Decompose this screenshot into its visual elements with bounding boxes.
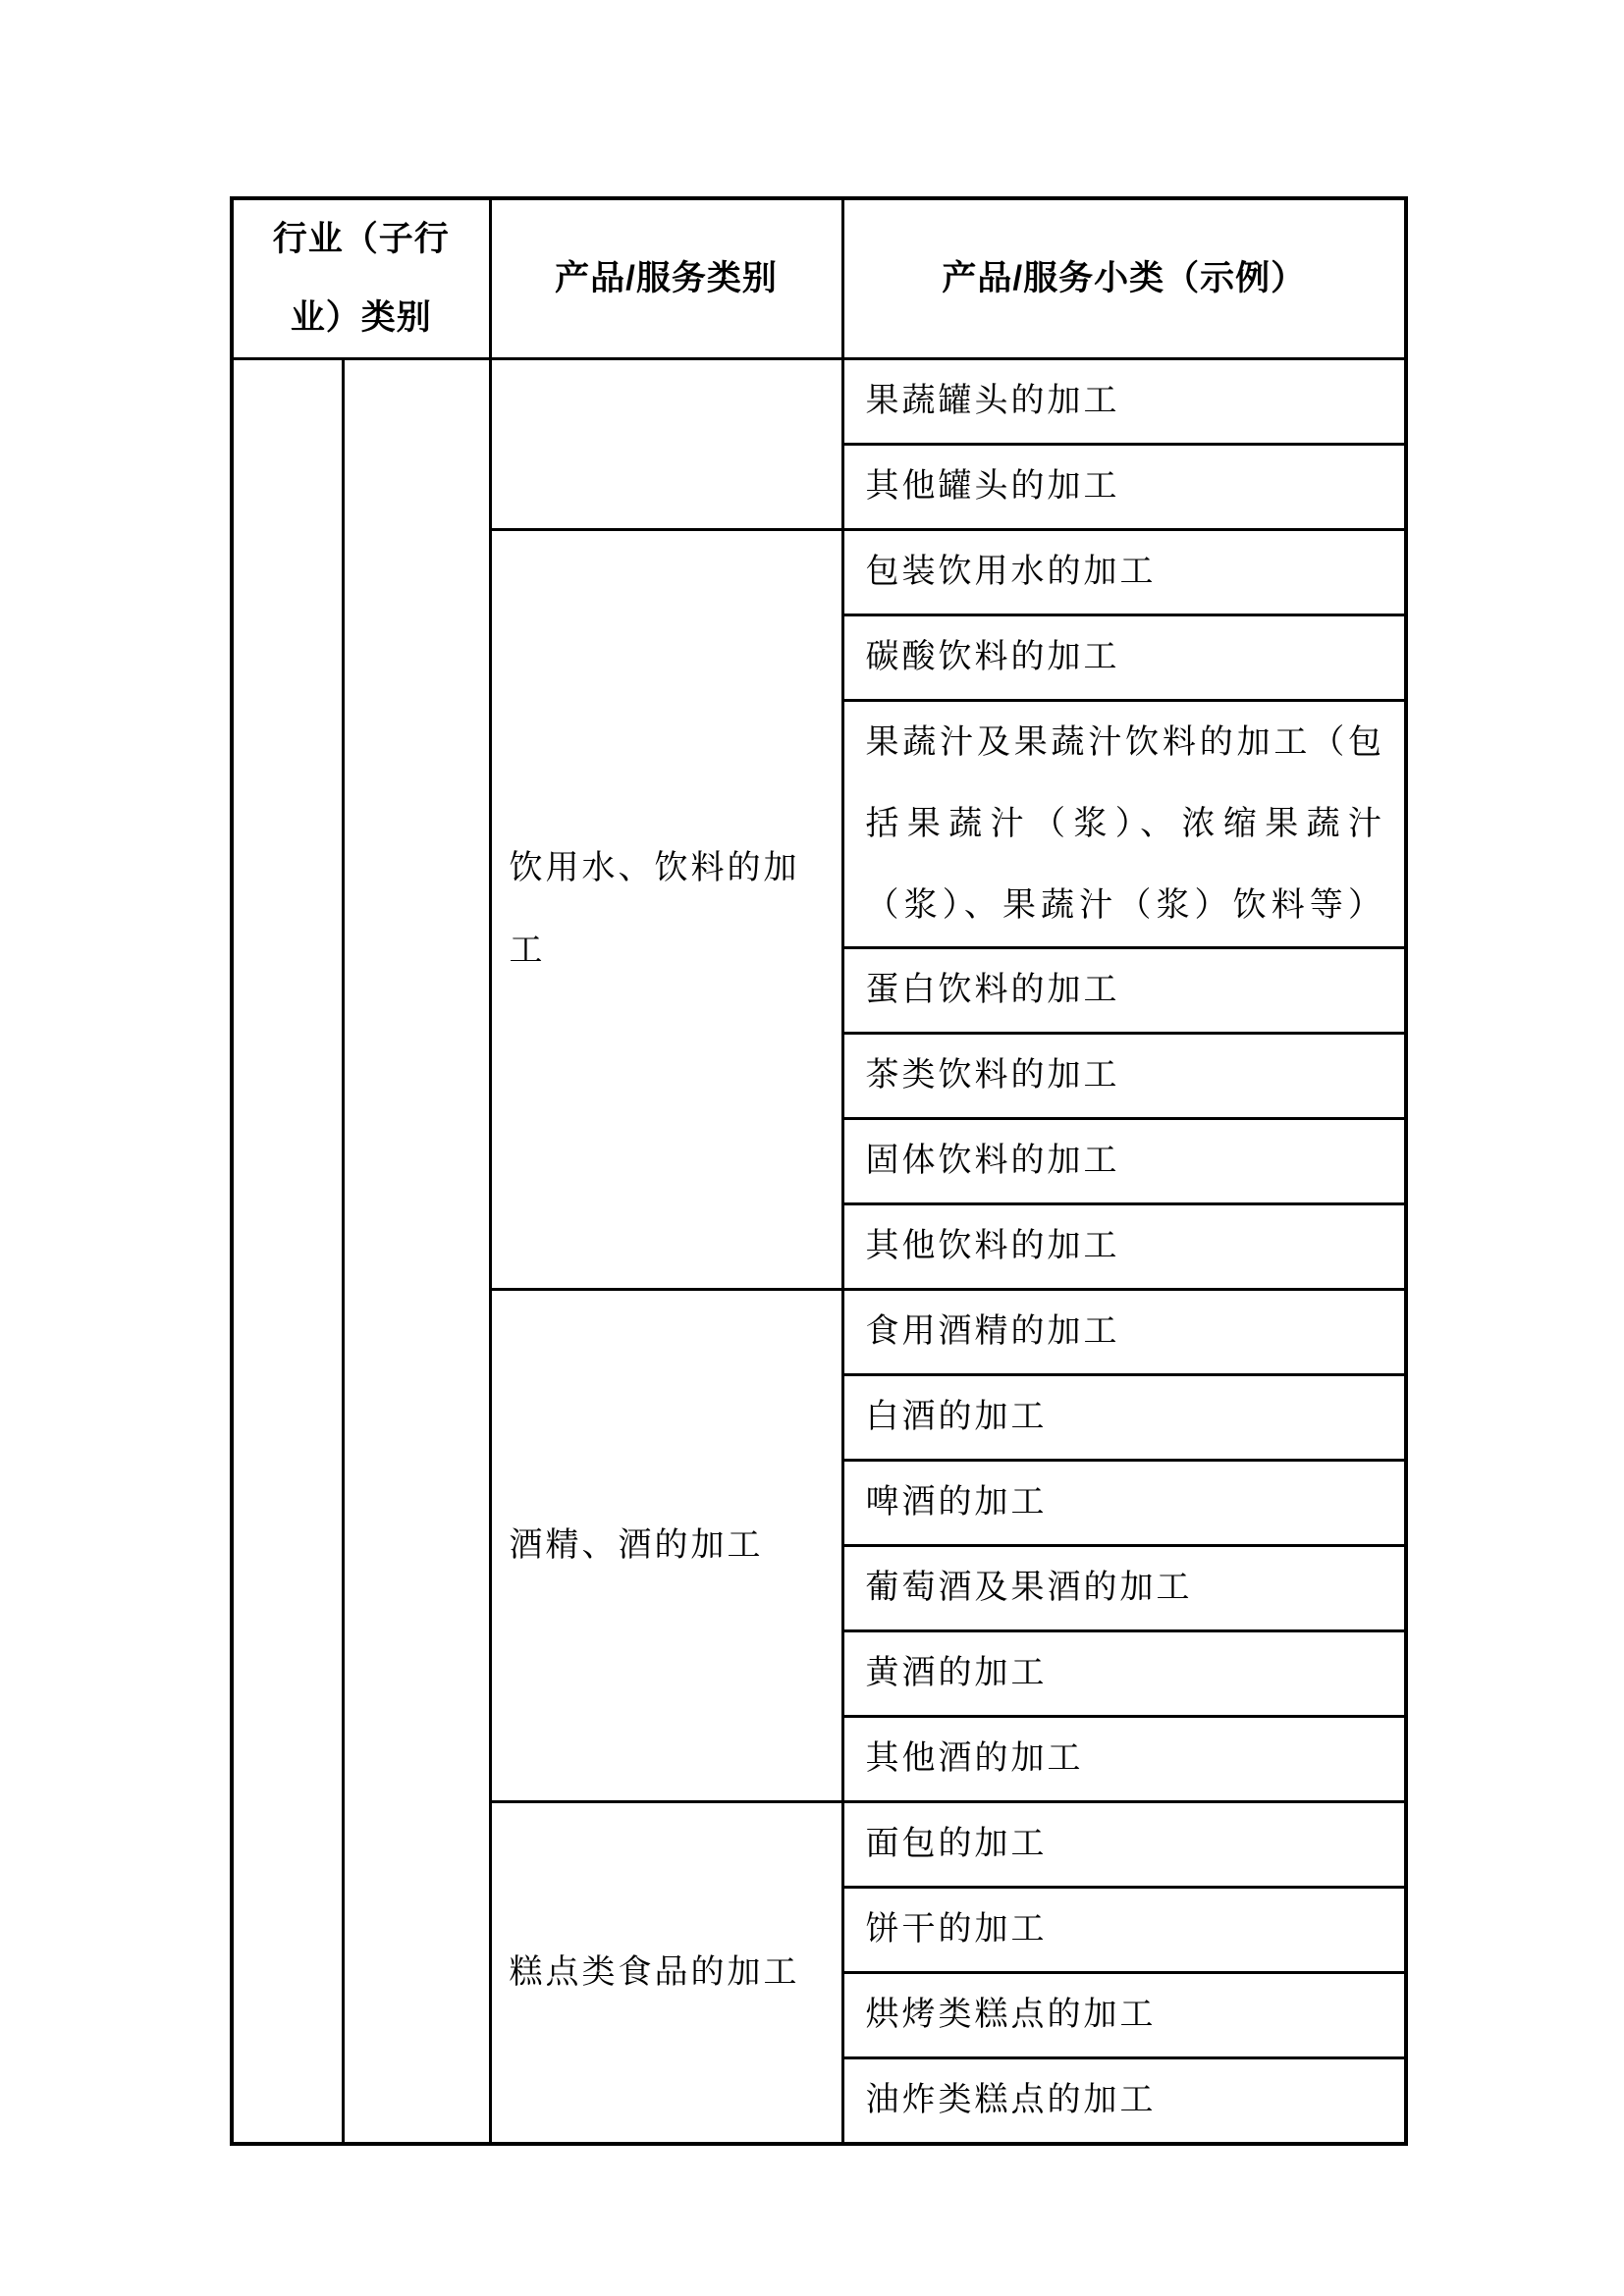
subcategory-cell: 啤酒的加工 bbox=[842, 1461, 1406, 1546]
subcategory-cell: 葡萄酒及果酒的加工 bbox=[842, 1546, 1406, 1631]
subcategory-cell: 果蔬罐头的加工 bbox=[842, 359, 1406, 445]
table-row bbox=[232, 359, 1406, 445]
subcategory-cell: 碳酸饮料的加工 bbox=[842, 615, 1406, 701]
subcategory-cell: 茶类饮料的加工 bbox=[842, 1034, 1406, 1119]
industry-product-table bbox=[230, 196, 1408, 2146]
table-header-row bbox=[232, 198, 1406, 359]
category-cell-alcohol: 酒精、酒的加工 bbox=[490, 1290, 842, 1802]
header-product-service-category: 产品/服务类别 bbox=[490, 198, 842, 359]
category-cell-empty bbox=[490, 359, 842, 530]
category-cell-drinking-water: 饮用水、饮料的加工 bbox=[490, 530, 842, 1290]
subcategory-cell-fruit-vegetable-juice bbox=[842, 701, 1406, 948]
subcategory-cell: 白酒的加工 bbox=[842, 1375, 1406, 1461]
industry-table-container bbox=[230, 196, 1408, 2146]
subcategory-cell: 面包的加工 bbox=[842, 1802, 1406, 1888]
subcategory-cell: 固体饮料的加工 bbox=[842, 1119, 1406, 1204]
subcategory-cell: 包装饮用水的加工 bbox=[842, 530, 1406, 615]
header-product-service-subcategory: 产品/服务小类（示例） bbox=[842, 198, 1406, 359]
subcategory-cell: 其他饮料的加工 bbox=[842, 1204, 1406, 1290]
subcategory-cell: 油炸类糕点的加工 bbox=[842, 2058, 1406, 2145]
subcategory-cell: 食用酒精的加工 bbox=[842, 1290, 1406, 1375]
subcategory-cell: 其他罐头的加工 bbox=[842, 445, 1406, 530]
category-cell-pastry: 糕点类食品的加工 bbox=[490, 1802, 842, 2145]
subcategory-cell: 饼干的加工 bbox=[842, 1888, 1406, 1973]
subcategory-line: 果蔬汁及果蔬汁饮料的加工（包 bbox=[865, 724, 1385, 761]
industry-cell-empty bbox=[232, 359, 343, 2145]
subcategory-cell: 黄酒的加工 bbox=[842, 1631, 1406, 1717]
subcategory-line: （浆）、果蔬汁（浆）饮料等） bbox=[865, 887, 1385, 924]
industry-subcell-empty bbox=[343, 359, 490, 2145]
subcategory-cell: 烘烤类糕点的加工 bbox=[842, 1973, 1406, 2058]
header-industry-category: 行业（子行业）类别 bbox=[232, 198, 490, 359]
subcategory-cell: 蛋白饮料的加工 bbox=[842, 948, 1406, 1034]
subcategory-cell: 其他酒的加工 bbox=[842, 1717, 1406, 1802]
subcategory-line: 括果蔬汁（浆）、浓缩果蔬汁 bbox=[865, 806, 1385, 842]
